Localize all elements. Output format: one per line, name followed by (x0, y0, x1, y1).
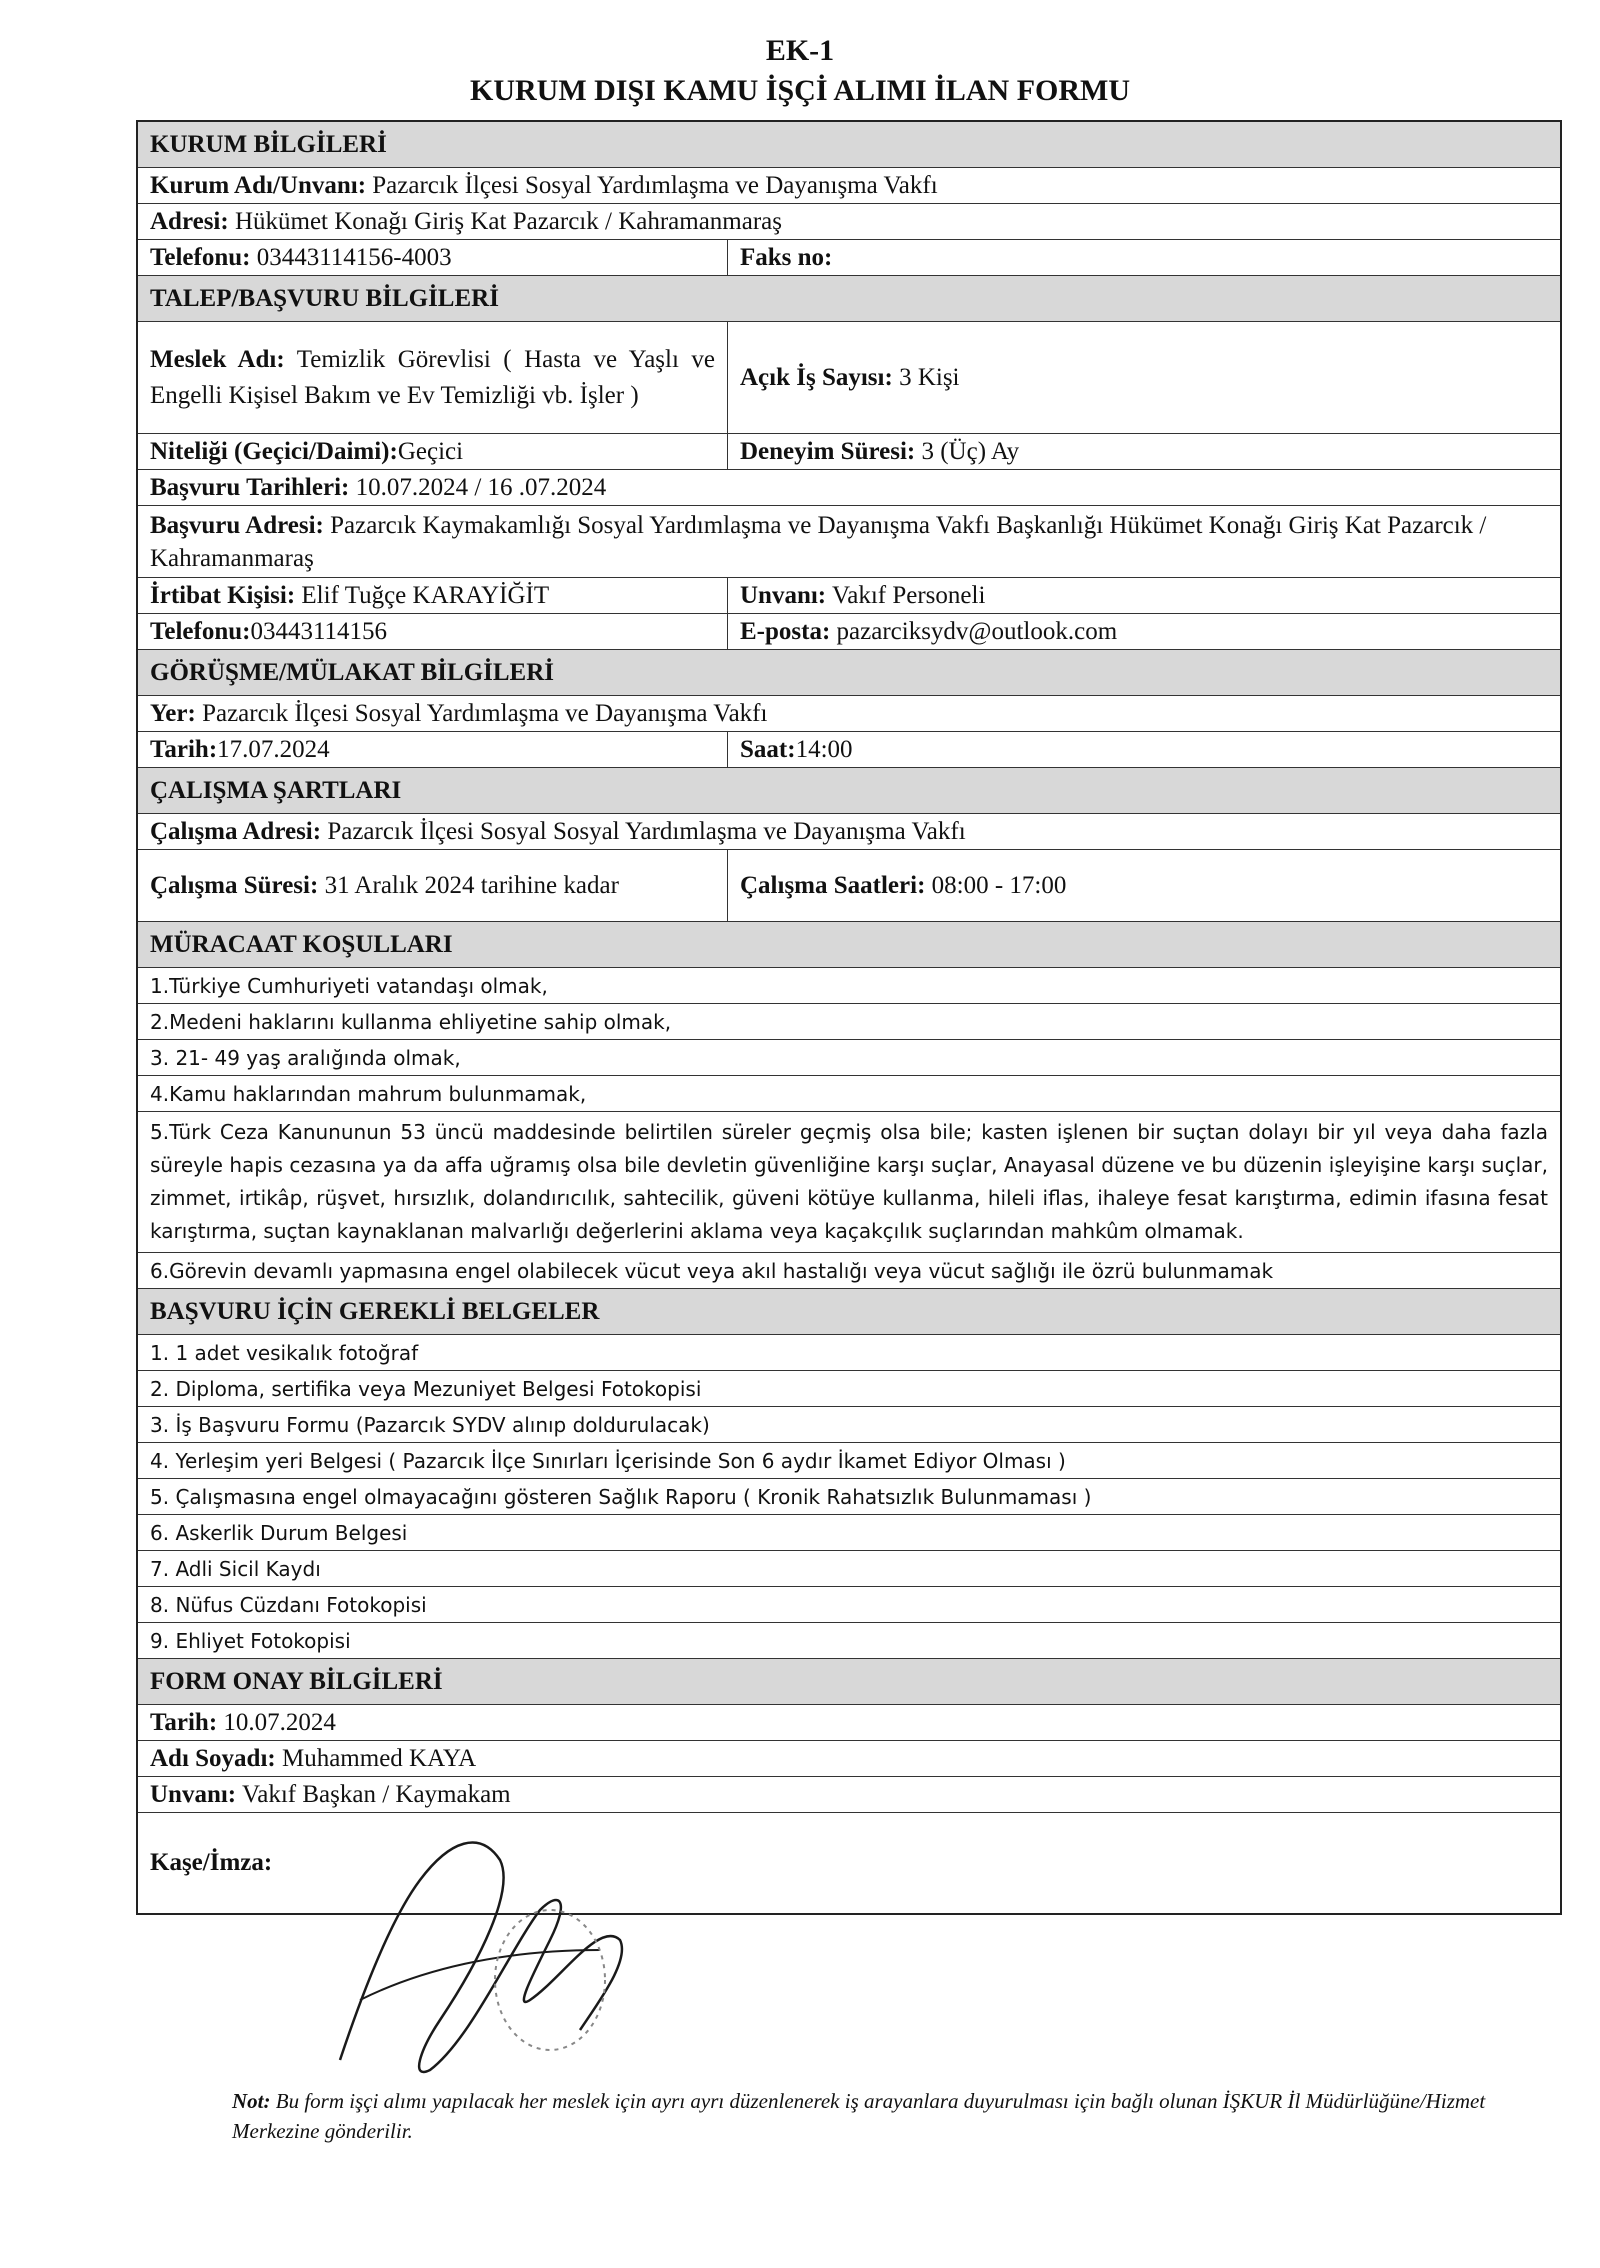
muracaat-item: 2.Medeni haklarını kullanma ehliyetine sahip olmak, (138, 1004, 1560, 1040)
belge-item: 7. Adli Sicil Kaydı (138, 1551, 1560, 1587)
basvuru-adresi: Pazarcık Kaymakamlığı Sosyal Yardımlaşma ve Dayanışma Vakfı Başkanlığı Hükümet Konağı Giriş Kat Pazarcık / Kahramanmaraş (150, 511, 1487, 572)
muracaat-item: 4.Kamu haklarından mahrum bulunmamak, (138, 1076, 1560, 1112)
belge-item: 2. Diploma, sertifika veya Mezuniyet Belgesi Fotokopisi (138, 1371, 1560, 1407)
irtibat-row: İrtibat Kişisi: Elif Tuğçe KARAYİĞİT Unvanı: Vakıf Personeli (138, 578, 1560, 614)
belge-item: 1. 1 adet vesikalık fotoğraf (138, 1335, 1560, 1371)
acik-is-sayisi: 3 Kişi (899, 363, 960, 391)
gorusme-tarih: 17.07.2024 (217, 735, 330, 763)
basvuru-tarihleri: 10.07.2024 / 16 .07.2024 (355, 473, 607, 501)
gorusme-yer: Pazarcık İlçesi Sosyal Yardımlaşma ve Dayanışma Vakfı (202, 699, 768, 727)
form-title: KURUM DIŞI KAMU İŞÇİ ALIMI İLAN FORMU (469, 74, 1131, 107)
basvuru-adres-row: Başvuru Adresi: Pazarcık Kaymakamlığı Sosyal Yardımlaşma ve Dayanışma Vakfı Başkanlığı Hükümet Konağı Giriş Kat Pazarcık / Kahramanmaraş (138, 506, 1560, 578)
section-calisma: ÇALIŞMA ŞARTLARI (138, 768, 1560, 814)
form-code: EK-1 (765, 34, 835, 67)
section-muracaat: MÜRACAAT KOŞULLARI (138, 922, 1560, 968)
kurum-tel: 03443114156-4003 (256, 243, 452, 271)
onay-unvan: Vakıf Başkan / Kaymakam (241, 1780, 511, 1808)
belge-item: 8. Nüfus Cüzdanı Fotokopisi (138, 1587, 1560, 1623)
muracaat-item: 6.Görevin devamlı yapmasına engel olabilecek vücut veya akıl hastalığı veya vücut sağlığı ile özrü bulunmamak (138, 1253, 1560, 1289)
calisma-adres-row: Çalışma Adresi: Pazarcık İlçesi Sosyal Sosyal Yardımlaşma ve Dayanışma Vakfı (138, 814, 1560, 850)
gorusme-tarih-row: Tarih: 17.07.2024 Saat:14:00 (138, 732, 1560, 768)
irtibat-tel: 03443114156 (250, 617, 388, 645)
belge-item: 3. İş Başvuru Formu (Pazarcık SYDV alınıp doldurulacak) (138, 1407, 1560, 1443)
faks-label: Faks no: (740, 243, 833, 271)
calisma-saatleri: 08:00 - 17:00 (931, 871, 1067, 899)
irtibat-iletisim-row: Telefonu: 03443114156 E-posta: pazarciksydv@outlook.com (138, 614, 1560, 650)
onay-ad-row: Adı Soyadı: Muhammed KAYA (138, 1741, 1560, 1777)
nitelik: Geçici (397, 437, 464, 465)
irtibat-unvan: Vakıf Personeli (831, 581, 986, 609)
calisma-adresi: Pazarcık İlçesi Sosyal Sosyal Yardımlaşma ve Dayanışma Vakfı (327, 817, 966, 845)
kurum-tel-row: Telefonu: 03443114156-4003 Faks no: (138, 240, 1560, 276)
muracaat-item: 3. 21- 49 yaş aralığında olmak, (138, 1040, 1560, 1076)
onay-unvan-row: Unvanı: Vakıf Başkan / Kaymakam (138, 1777, 1560, 1813)
nitelik-row: Niteliği (Geçici/Daimi): Geçici Deneyim Süresi: 3 (Üç) Ay (138, 434, 1560, 470)
kase-imza-row (138, 1813, 1560, 1913)
footnote: Not: Bu form işçi alımı yapılacak her meslek için ayrı ayrı düzenlenerek iş arayanlara duyurulması için bağlı olunan İŞKUR İl Müdürlüğüne/Hizmet Merkezine gönderilir. (232, 2089, 1486, 2143)
basvuru-tarih-row: Başvuru Tarihleri: 10.07.2024 / 16 .07.2024 (138, 470, 1560, 506)
muracaat-item: 1.Türkiye Cumhuriyeti vatandaşı olmak, (138, 968, 1560, 1004)
kurum-adres: Hükümet Konağı Giriş Kat Pazarcık / Kahramanmaraş (234, 207, 782, 235)
section-talep: TALEP/BAŞVURU BİLGİLERİ (138, 276, 1560, 322)
onay-ad: Muhammed KAYA (281, 1744, 477, 1772)
meslek-row: Meslek Adı: Temizlik Görevlisi ( Hasta ve Yaşlı ve Engelli Kişisel Bakım ve Ev Temizliği vb. İşler ) Açık İş Sayısı: 3 Kişi (138, 322, 1560, 434)
section-onay: FORM ONAY BİLGİLERİ (138, 1659, 1560, 1705)
belge-item: 9. Ehliyet Fotokopisi (138, 1623, 1560, 1659)
eposta: pazarciksydv@outlook.com (836, 617, 1118, 645)
muracaat-item: 5.Türk Ceza Kanununun 53 üncü maddesinde belirtilen süreler geçmiş olsa bile; kasten işlenen bir suçtan dolayı bir yıl veya daha fazla süreyle hapis cezasına ya da affa uğramış olsa bile devletin güvenliğine karşı suçlar, Anayasal düzene ve bu düzenin işleyişine karşı suçlar, zimmet, irtikâp, rüşvet, hırsızlık, dolandırıcılık, sahtecilik, güveni kötüye kullanma, hileli iflas, ihaleye fesat karıştırma, edimin ifasına fesat karıştırma, suçtan kaynaklanan malvarlığı değerlerini aklama veya kaçakçılık suçlarından mahkûm olmamak. (138, 1112, 1560, 1253)
belge-item: 4. Yerleşim yeri Belgesi ( Pazarcık İlçe Sınırları İçerisinde Son 6 aydır İkamet Ediyor Olması ) (138, 1443, 1560, 1479)
meslek: Temizlik Görevlisi ( Hasta ve Yaşlı ve Engelli Kişisel Bakım ve Ev Temizliği vb. İşler ) (150, 345, 715, 409)
kase-imza-label: Kaşe/İmza: (150, 1849, 273, 1876)
section-kurum: KURUM BİLGİLERİ (138, 122, 1560, 168)
belge-item: 6. Askerlik Durum Belgesi (138, 1515, 1560, 1551)
kurum-ad-row: Kurum Adı/Unvanı: Pazarcık İlçesi Sosyal Yardımlaşma ve Dayanışma Vakfı (138, 168, 1560, 204)
calisma-sure-row: Çalışma Süresi: 31 Aralık 2024 tarihine kadar Çalışma Saatleri: 08:00 - 17:00 (138, 850, 1560, 922)
kurum-ad: Pazarcık İlçesi Sosyal Yardımlaşma ve Dayanışma Vakfı (372, 171, 938, 199)
gorusme-yer-row: Yer: Pazarcık İlçesi Sosyal Yardımlaşma ve Dayanışma Vakfı (138, 696, 1560, 732)
belge-item: 5. Çalışmasına engel olmayacağını gösteren Sağlık Raporu ( Kronik Rahatsızlık Bulunmaması ) (138, 1479, 1560, 1515)
section-belgeler: BAŞVURU İÇİN GEREKLİ BELGELER (138, 1289, 1560, 1335)
onay-tarih-row: Tarih: 10.07.2024 (138, 1705, 1560, 1741)
onay-tarih: 10.07.2024 (223, 1708, 336, 1736)
irtibat-kisisi: Elif Tuğçe KARAYİĞİT (301, 581, 550, 609)
kurum-adres-row: Adresi: Hükümet Konağı Giriş Kat Pazarcık / Kahramanmaraş (138, 204, 1560, 240)
calisma-suresi: 31 Aralık 2024 tarihine kadar (324, 872, 619, 899)
section-gorusme: GÖRÜŞME/MÜLAKAT BİLGİLERİ (138, 650, 1560, 696)
ilan-form (136, 120, 1562, 1915)
gorusme-saat: 14:00 (795, 735, 853, 763)
deneyim: 3 (Üç) Ay (921, 437, 1020, 465)
